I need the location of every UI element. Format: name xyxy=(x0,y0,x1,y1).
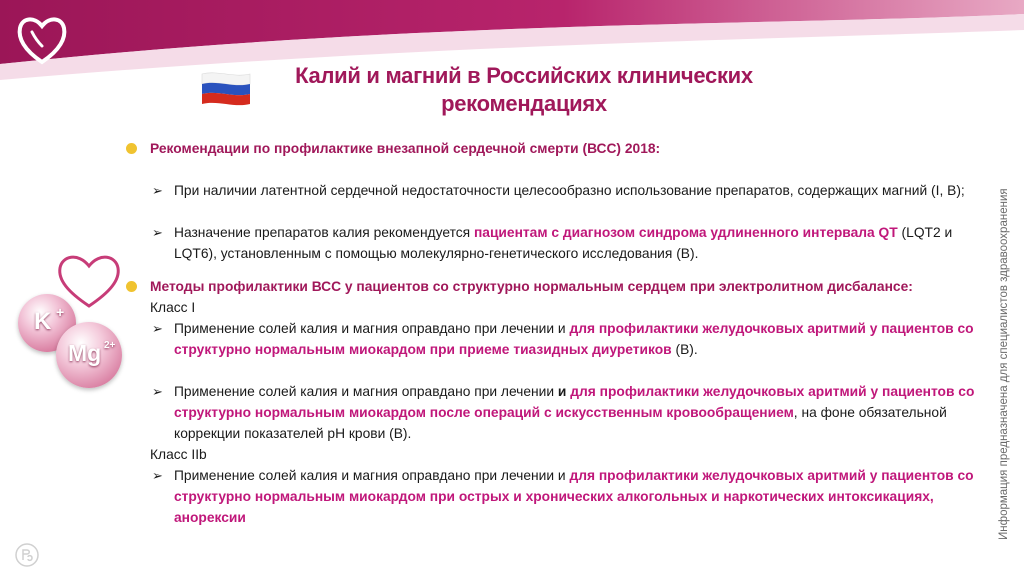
section-heading-2 xyxy=(124,276,986,297)
class-label: Класс I xyxy=(150,300,196,315)
list-item xyxy=(124,381,986,444)
item-highlight: для профилактики желудочковых аритмий у пациентов со структурно нормальным миокардом при приеме тиазидных диуретиков xyxy=(174,321,974,357)
corner-logo-icon xyxy=(14,542,40,568)
title-block xyxy=(200,62,820,126)
arrow-bullet-icon: ➢ xyxy=(152,384,163,399)
item-text: Применение солей калия и магния оправдано при лечении и xyxy=(174,321,570,336)
section-heading-2-text: Методы профилактики ВСС у пациентов со структурно нормальным сердцем при электролитном дисбалансе: xyxy=(150,279,913,294)
arrow-bullet-icon: ➢ xyxy=(152,468,163,483)
item-text: Применение солей калия и магния оправдано при лечении xyxy=(174,384,558,399)
slide-content xyxy=(124,138,986,528)
arrow-bullet-icon: ➢ xyxy=(152,183,163,198)
russia-flag-icon xyxy=(200,70,252,108)
arrow-bullet-icon: ➢ xyxy=(152,225,163,240)
item-highlight: для профилактики желудочковых аритмий у пациентов со структурно нормальным миокардом после операций с искусственным кровообращением xyxy=(174,384,975,420)
section-heading-1 xyxy=(124,138,986,159)
potassium-charge: + xyxy=(56,304,65,320)
magnesium-symbol: Mg xyxy=(68,340,102,366)
list-item xyxy=(124,180,986,201)
list-item xyxy=(124,318,986,360)
item-text: (B). xyxy=(671,342,698,357)
potassium-symbol: K xyxy=(34,308,52,335)
item-text: , на фоне обязательной коррекции показателей pH крови (B). xyxy=(174,405,947,441)
section-heading-1-text: Рекомендации по профилактике внезапной сердечной смерти (ВСС) 2018: xyxy=(150,141,661,156)
bullet-dot-icon xyxy=(126,143,137,154)
page-title: Калий и магний в Российских клинических рекомендациях xyxy=(295,63,753,116)
item-highlight: для профилактики желудочковых аритмий у пациентов со структурно нормальным миокардом при острых и хронических алкогольных и наркотических интоксикациях, анорексии xyxy=(174,468,974,525)
item-bold: и xyxy=(557,384,567,399)
class-label: Класс IIb xyxy=(150,447,207,462)
bullet-dot-icon xyxy=(126,281,137,292)
magnesium-charge: 2+ xyxy=(104,340,116,351)
item-text: При наличии латентной сердечной недостаточности целесообразно использование препаратов, содержащих магний (I, B); xyxy=(174,183,965,198)
magnesium-ball xyxy=(56,322,122,388)
list-item xyxy=(124,222,986,264)
item-highlight: пациентам с диагнозом синдрома удлиненного интервала QT xyxy=(473,225,898,240)
list-item xyxy=(124,465,986,528)
item-text: Применение солей калия и магния оправдано при лечении и xyxy=(174,468,570,483)
arrow-bullet-icon: ➢ xyxy=(152,321,163,336)
side-disclaimer: Информация предназначена для специалистов здравоохранения xyxy=(998,188,1010,540)
item-text: (LQT2 и LQT6), установленным с помощью молекулярно-генетического исследования (B). xyxy=(174,225,953,261)
heart-logo-icon xyxy=(14,10,70,70)
item-text: Назначение препаратов калия рекомендуется xyxy=(174,225,474,240)
